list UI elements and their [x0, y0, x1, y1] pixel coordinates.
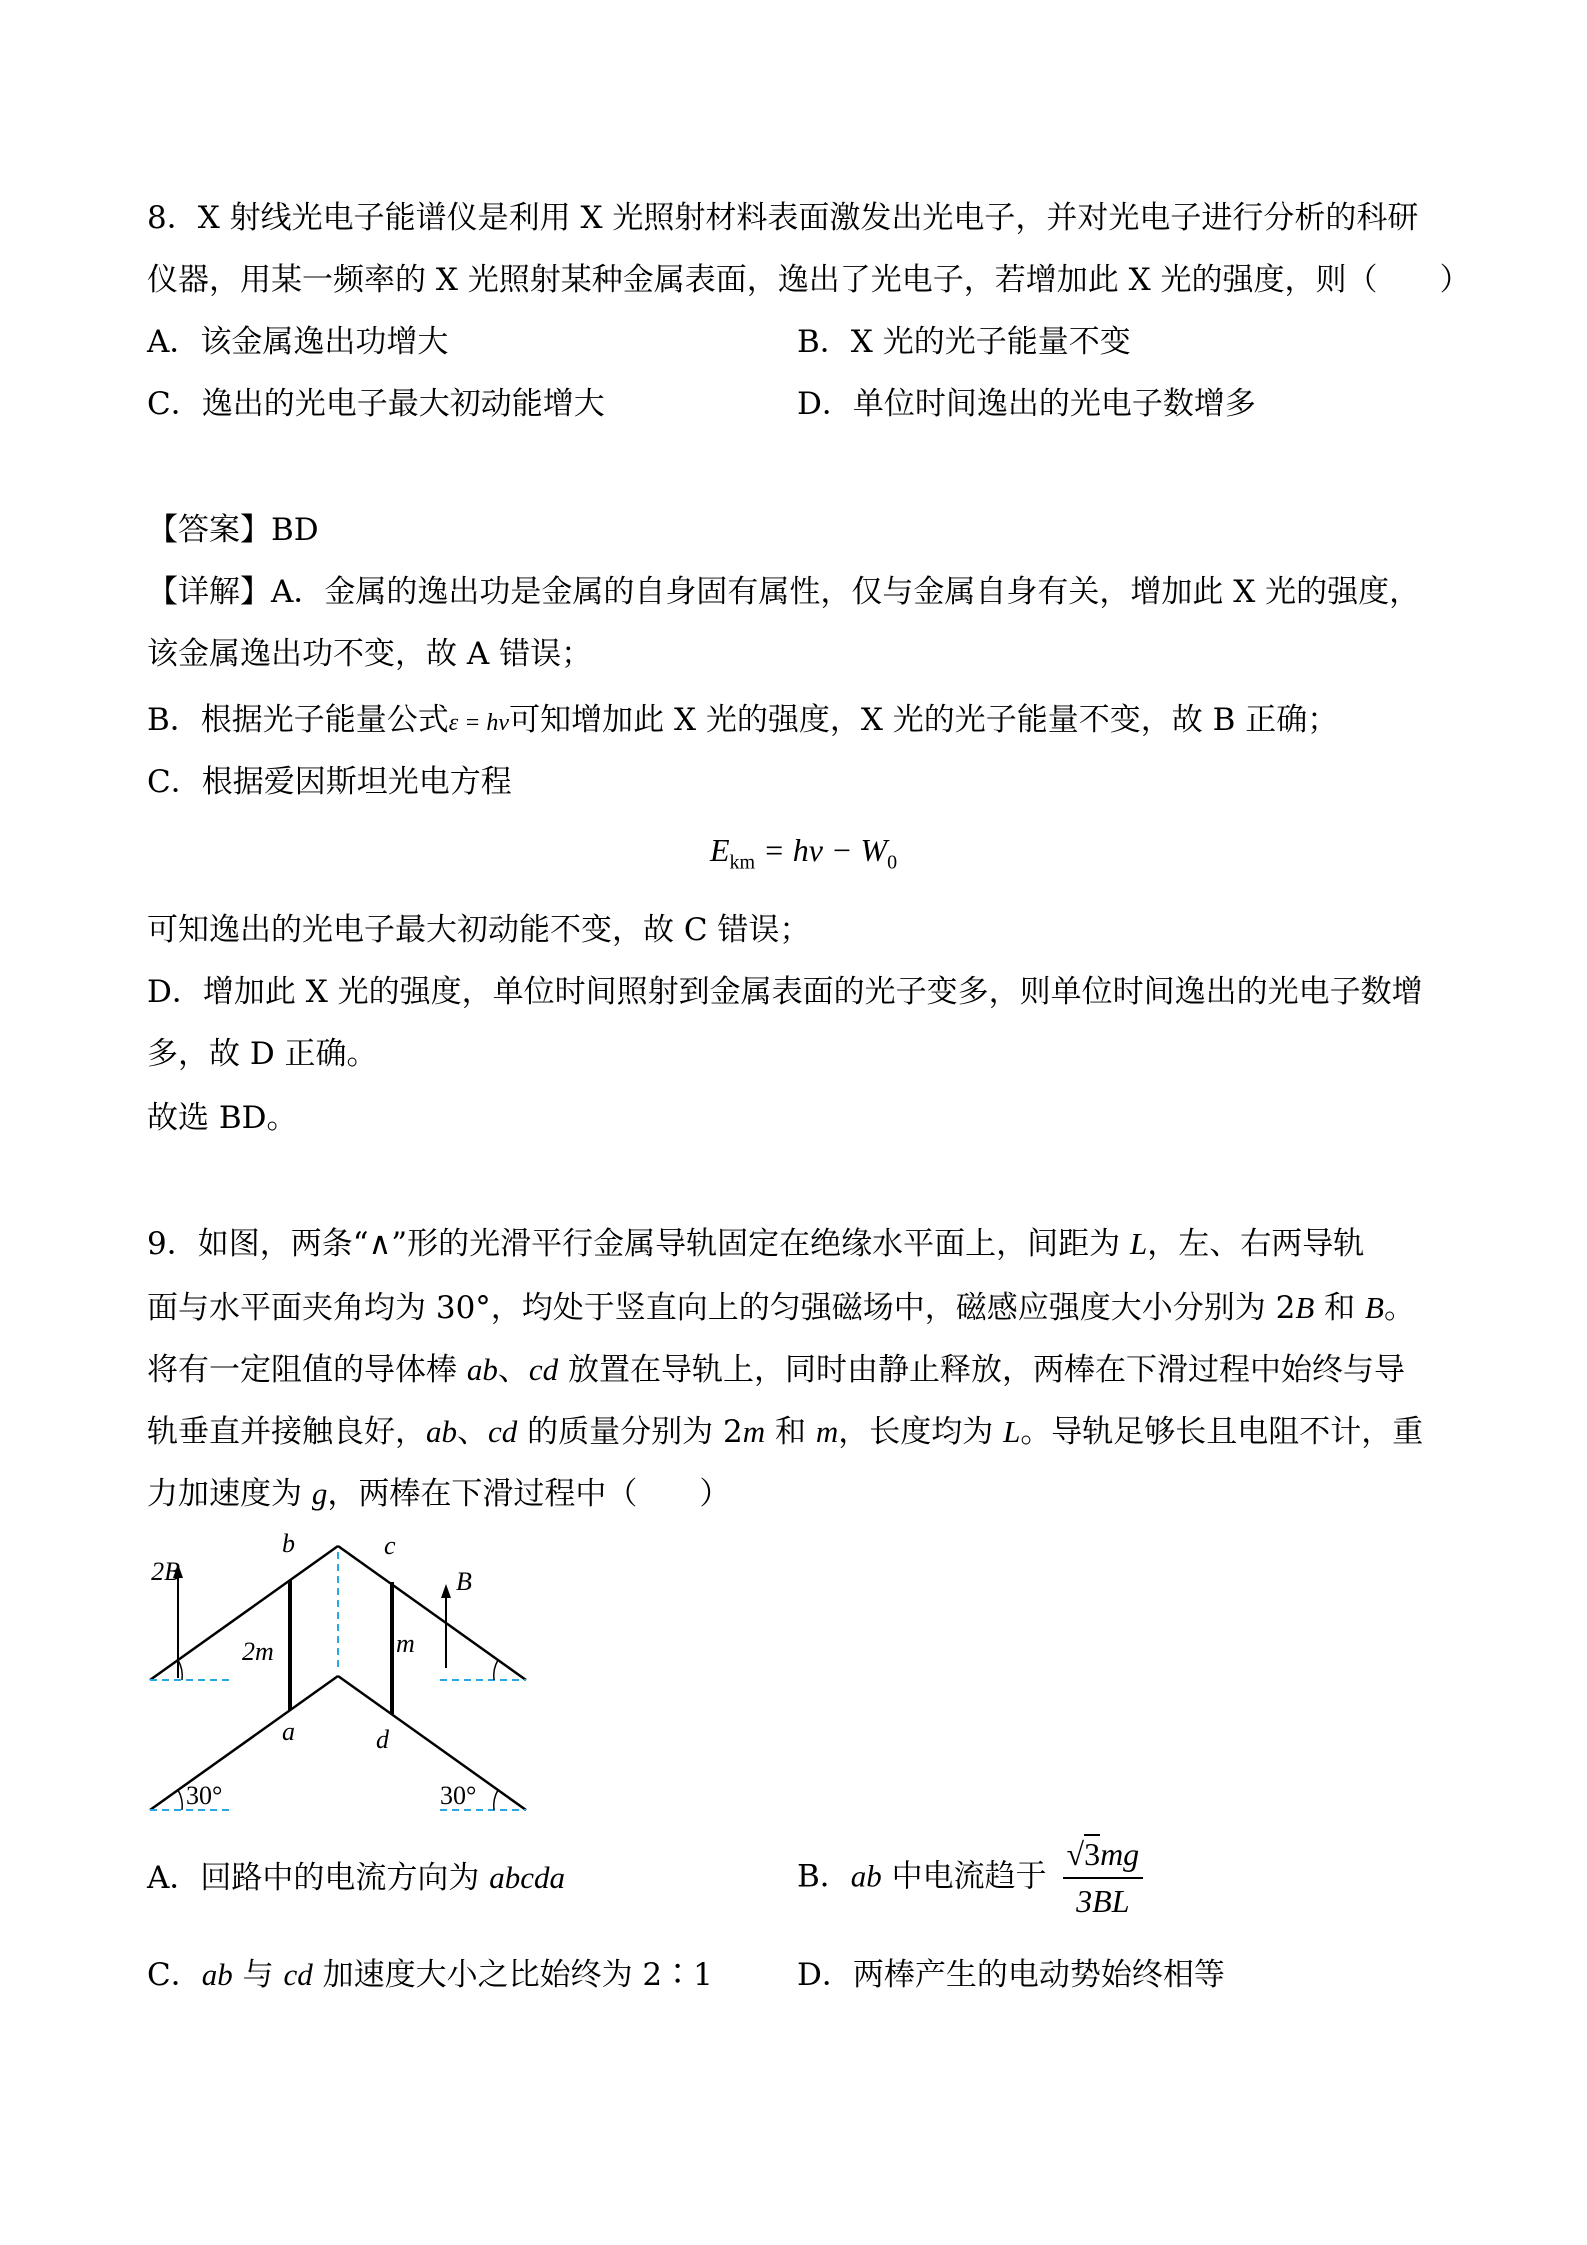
einstein-equation — [710, 832, 897, 874]
q9-l2-B2: B — [1365, 1290, 1384, 1325]
q9-opt-b-ab: ab — [850, 1858, 882, 1894]
q9-opt-c-suffix: 加速度大小之比始终为 2∶1 — [312, 1957, 713, 1993]
q9-l2-text: 面与水平面夹角均为 30°，均处于竖直向上的匀强磁场中，磁感应强度大小分别为 2 — [147, 1290, 1296, 1326]
q9-option-d: D．两棒产生的电动势始终相等 — [797, 1957, 1225, 1993]
q9-l4-text2: 、 — [457, 1414, 488, 1450]
sqrt-three: 3 — [1084, 1836, 1101, 1872]
q9-line5 — [147, 1474, 730, 1514]
q9-line3 — [147, 1350, 1405, 1390]
detail-d-line2: 多，故 D 正确。 — [147, 1036, 378, 1072]
label-c: c — [384, 1531, 396, 1560]
q9-opt-c-prefix: C． — [147, 1957, 202, 1993]
q8-option-a: A．该金属逸出功增大 — [147, 324, 449, 360]
detail-line2: 该金属逸出功不变，故 A 错误； — [147, 636, 593, 672]
label-d: d — [376, 1725, 389, 1754]
q9-opt-a-path: abcda — [489, 1860, 566, 1895]
q9-opt-c-cd: cd — [283, 1957, 313, 1992]
fraction-denominator: 3BL — [1076, 1883, 1130, 1919]
q9-opt-c-mid: 与 — [232, 1957, 284, 1993]
q9-l4-m2: m — [815, 1414, 839, 1449]
q9-line4 — [147, 1412, 1423, 1452]
eq-mid: = hν − W — [755, 832, 888, 868]
label-m: m — [396, 1629, 415, 1658]
q9-l3-text2: 、 — [497, 1352, 529, 1388]
q8-stem-line2: 仪器，用某一频率的 X 光照射某种金属表面，逸出了光电子，若增加此 X 光的强度，则（ ） — [147, 262, 1471, 298]
q9-l5-text2: ，两棒在下滑过程中（ ） — [327, 1476, 731, 1512]
q9-l3-cd: cd — [528, 1352, 559, 1387]
q8-stem-line1: 8．X 射线光电子能谱仪是利用 X 光照射材料表面激发出光电子，并对光电子进行分析的科研 — [147, 200, 1419, 236]
q8-option-b: B．X 光的光子能量不变 — [797, 324, 1131, 360]
angle-arc-upper-right — [494, 1660, 498, 1680]
q9-line2 — [147, 1288, 1415, 1328]
numerator-mg: mg — [1100, 1836, 1140, 1872]
q9-l2-text2: 和 — [1314, 1290, 1366, 1326]
q8-option-d: D．单位时间逸出的光电子数增多 — [797, 386, 1256, 422]
detail-line1: 【详解】A．金属的逸出功是金属的自身固有属性，仅与金属自身有关，增加此 X 光的强度， — [147, 574, 1421, 610]
detail-c: C．根据爱因斯坦光电方程 — [147, 764, 512, 800]
label-B: B — [456, 1567, 472, 1596]
q9-opt-a-prefix: A．回路中的电流方向为 — [147, 1860, 490, 1896]
q9-opt-b-prefix: B． — [797, 1858, 851, 1895]
photon-energy-formula: ε = hν — [448, 710, 510, 736]
q9-option-b — [797, 1836, 1143, 1920]
angle-label-left: 30° — [186, 1781, 223, 1810]
q9-l3-ab: ab — [466, 1352, 498, 1387]
current-fraction — [1063, 1836, 1144, 1920]
q9-l4-text3: 的质量分别为 2 — [517, 1414, 743, 1450]
q8-option-c: C．逸出的光电子最大初动能增大 — [147, 386, 605, 422]
label-b: b — [282, 1530, 295, 1558]
q9-l4-text: 轨垂直并接触良好， — [147, 1414, 426, 1450]
q9-option-c — [147, 1955, 713, 1995]
field-arrowhead-right — [441, 1584, 451, 1598]
eq-sub-0: 0 — [887, 851, 898, 874]
q9-l4-text5: ，长度均为 — [838, 1414, 1004, 1450]
q9-l1-text2: ，左、右两导轨 — [1147, 1226, 1365, 1262]
q9-option-a — [147, 1858, 565, 1898]
fraction-numerator: √3mg — [1063, 1836, 1144, 1879]
detail-d-line1: D．增加此 X 光的强度，单位时间照射到金属表面的光子变多，则单位时间逸出的光电子数增 — [147, 974, 1423, 1010]
q9-l2-B: B — [1295, 1290, 1315, 1325]
label-a: a — [282, 1717, 295, 1746]
label-2B: 2B — [151, 1557, 180, 1586]
rail-diagram — [140, 1530, 540, 1820]
q9-line1 — [147, 1224, 1364, 1264]
eq-sub-km: km — [729, 851, 756, 874]
label-2m: 2m — [242, 1637, 274, 1666]
eq-e: E — [710, 832, 730, 868]
q9-l4-m: m — [742, 1414, 766, 1449]
angle-arc-lower-right — [494, 1790, 498, 1810]
detail-c-conclusion: 可知逸出的光电子最大初动能不变，故 C 错误； — [147, 912, 811, 948]
q9-l4-cd: cd — [488, 1414, 518, 1449]
q9-l3-text3: 放置在导轨上，同时由静止释放，两棒在下滑过程中始终与导 — [558, 1352, 1405, 1388]
q9-opt-c-ab: ab — [201, 1957, 233, 1992]
q9-opt-b-mid: 中电流趋于 — [881, 1858, 1047, 1895]
q9-l4-ab: ab — [426, 1414, 457, 1449]
q9-l2-text3: 。 — [1383, 1290, 1415, 1326]
q9-l1-L: L — [1129, 1226, 1148, 1261]
q9-l4-text4: 和 — [765, 1414, 816, 1450]
q9-l3-text: 将有一定阻值的导体棒 — [147, 1352, 467, 1388]
angle-label-right: 30° — [440, 1781, 477, 1810]
q9-l4-text6: 。导轨足够长且电阻不计，重 — [1020, 1414, 1424, 1450]
detail-b — [147, 700, 1338, 743]
q9-l1-text: 9．如图，两条“∧”形的光滑平行金属导轨固定在绝缘水平面上，间距为 — [147, 1226, 1130, 1262]
final-answer: 故选 BD。 — [147, 1100, 298, 1136]
answer-line: 【答案】BD — [147, 512, 319, 548]
angle-arc-lower-left — [178, 1790, 182, 1810]
q9-l4-L: L — [1003, 1414, 1021, 1449]
q9-l5-text: 力加速度为 — [147, 1476, 312, 1512]
q9-l5-g: g — [311, 1476, 328, 1511]
detail-b-prefix: B．根据光子能量公式 — [147, 702, 449, 738]
detail-b-suffix: 可知增加此 X 光的强度，X 光的光子能量不变，故 B 正确； — [509, 702, 1339, 738]
